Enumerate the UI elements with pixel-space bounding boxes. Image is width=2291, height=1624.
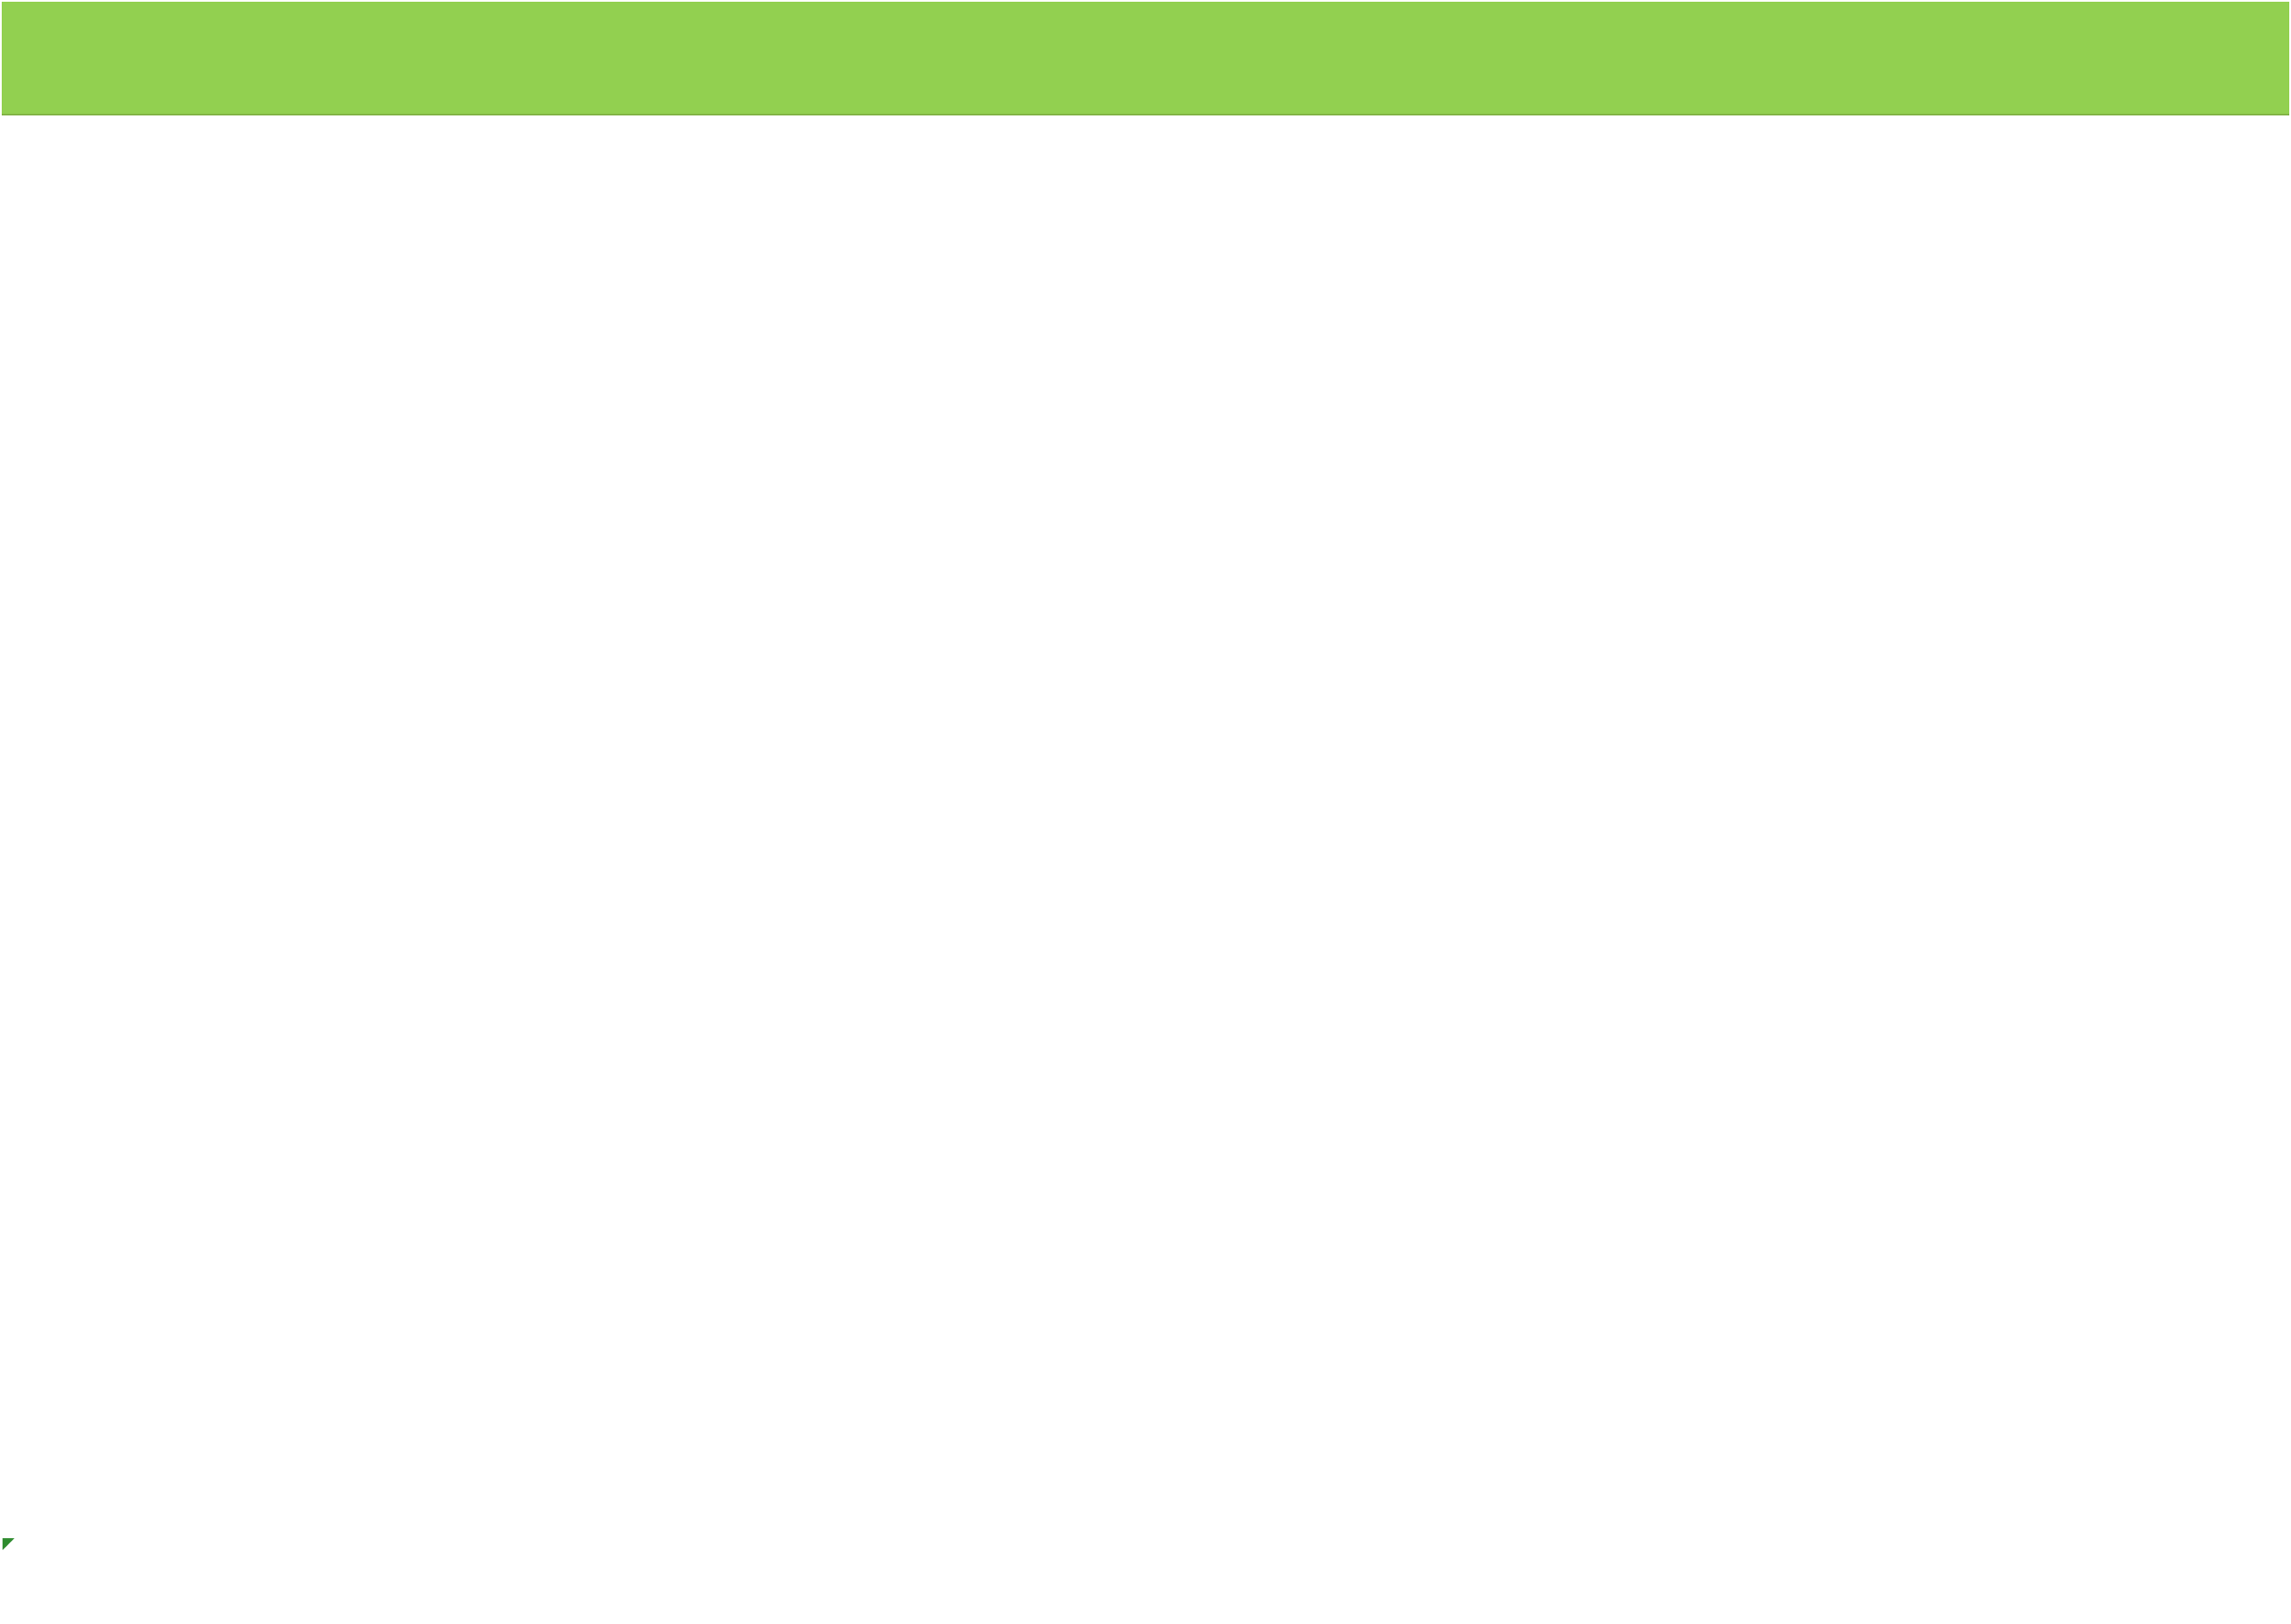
cell-comment-marker — [3, 1538, 14, 1550]
